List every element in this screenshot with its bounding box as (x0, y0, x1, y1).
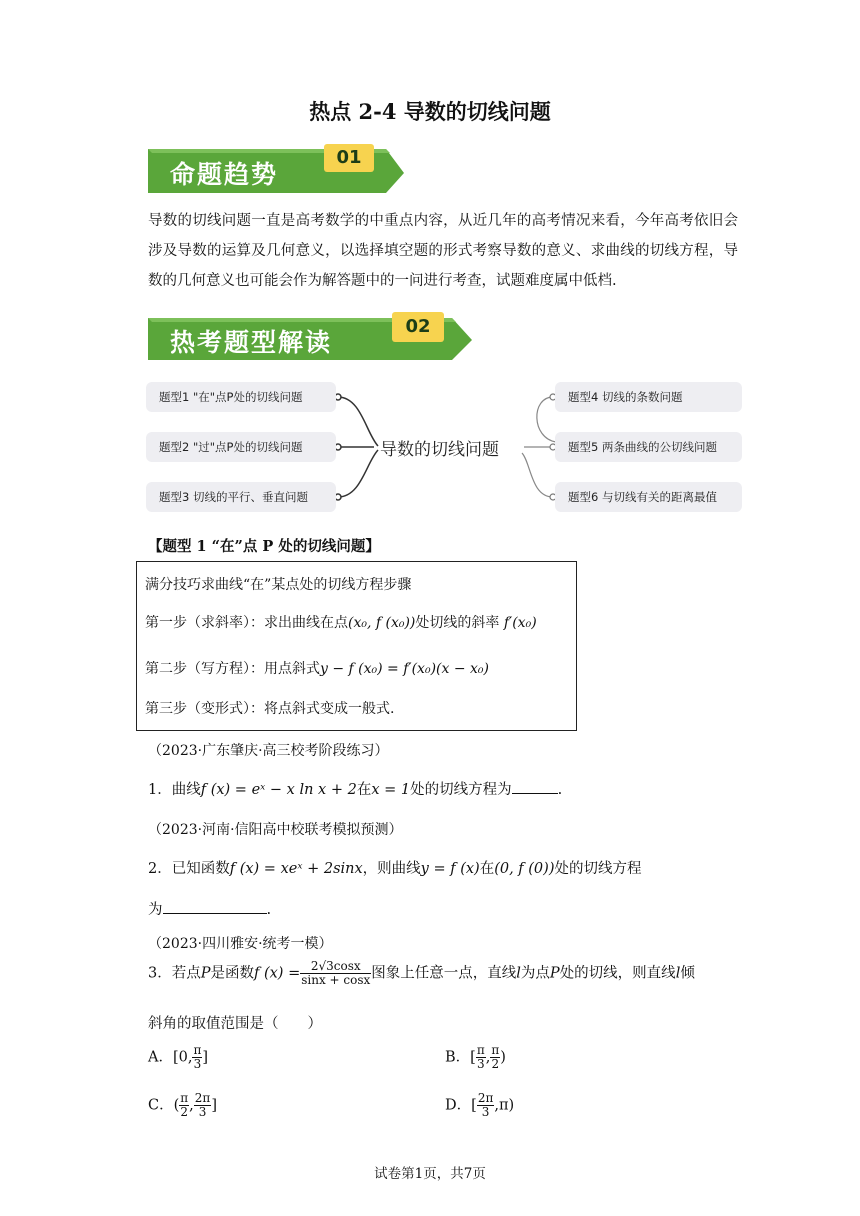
q2-post: 处的切线方程 (554, 861, 642, 877)
q3-option-b[interactable] (445, 1044, 506, 1071)
question-2 (148, 857, 641, 878)
q1-post: 处的切线方程为 (410, 782, 512, 798)
mindmap-node-type2: 题型2 "过"点P处的切线问题 (146, 432, 336, 462)
q2-at: 在 (479, 861, 495, 877)
option-c-fraction1 (179, 1092, 189, 1119)
q2-line2-prefix: 为 (148, 902, 163, 918)
banner-types-label: 热考题型解读 (170, 328, 333, 357)
q1-answer-blank[interactable] (512, 779, 558, 794)
q1-number: 1． (148, 782, 172, 798)
q3-option-d[interactable] (445, 1092, 514, 1119)
page-title: 热点 2-4 导数的切线问题 (309, 99, 551, 124)
connector-left-3 (338, 450, 378, 497)
trend-paragraph: 导数的切线问题一直是高考数学的中重点内容，从近几年的高考情况来看，今年高考依旧会涉及导数的运算及几何意义，以选择填空题的形式考察导数的意义、求曲线的切线方程，导数的几何意义也可能会作为解答题中的一问进行考查，试题难度属中低档. (148, 213, 738, 289)
tips-step1 (145, 612, 537, 632)
option-a-open: [0, (172, 1049, 193, 1066)
q1-pre: 曲线 (171, 782, 201, 798)
q2-mid: ，则曲线 (362, 861, 421, 877)
page-footer: 试卷第1页，共7页 (374, 1166, 486, 1182)
option-b-label: B． (445, 1049, 471, 1066)
q3-mid3: 为点 (520, 965, 550, 982)
q3-point-p: P (200, 965, 211, 982)
option-c-den: 2 (180, 1105, 189, 1119)
mindmap-node-type5: 题型5 两条曲线的公切线问题 (555, 432, 742, 462)
q3-function-fraction (300, 960, 371, 987)
q3-option-a[interactable] (148, 1044, 208, 1071)
q1-function: f (x) = eˣ − x ln x + 2 (200, 782, 357, 798)
q3-fraction-numerator: 2√3cosx (300, 960, 371, 974)
q3-function-lhs: f (x) = (254, 965, 301, 982)
q2-point: (0, f (0)) (494, 861, 555, 877)
option-b-sep: , (485, 1049, 491, 1066)
tips-step1-mid: 处切线的斜率 (415, 615, 500, 631)
tips-step1-point: (x₀, f (x₀)) (348, 615, 416, 631)
q3-mid2: 图象上任意一点，直线 (371, 965, 517, 982)
option-b-open: [ (470, 1049, 476, 1066)
option-b-close: ) (500, 1049, 506, 1066)
option-c-fraction2 (194, 1092, 212, 1119)
option-c-den2: 3 (198, 1105, 207, 1119)
mindmap-node-type1: 题型1 "在"点P处的切线问题 (146, 382, 336, 412)
q3-line-l2: l (675, 965, 681, 982)
mindmap-node-type4: 题型4 切线的条数问题 (555, 382, 742, 412)
banner-trend-label: 命题趋势 (170, 160, 279, 189)
option-c-sep: , (189, 1097, 194, 1114)
q2-source: （2023·河南·信阳高中校联考模拟预测） (148, 822, 403, 838)
connector-left-1 (338, 397, 378, 446)
option-a-den: 3 (193, 1057, 202, 1071)
banner-types (146, 312, 476, 364)
q3-fraction-denominator: sinx + cosx (301, 973, 371, 987)
mindmap-center: 导数的切线问题 (380, 440, 499, 460)
q3-source: （2023·四川雅安·统考一模） (148, 936, 333, 952)
question-3-line2: 斜角的取值范围是（ ） (148, 1016, 322, 1032)
banner-types-number: 02 (392, 312, 444, 342)
q2-pre: 已知函数 (171, 861, 230, 877)
q2-function: f (x) = xeˣ + 2sinx (229, 861, 363, 877)
option-a-close: ] (202, 1049, 209, 1066)
tips-step2 (145, 658, 489, 678)
tips-box (136, 561, 577, 731)
option-c-open: ( (173, 1097, 180, 1114)
section-heading-type1: 【题型 1 “在”点 P 处的切线问题】 (148, 538, 380, 555)
q1-condition: x = 1 (371, 782, 411, 798)
option-c-num: π (180, 1091, 189, 1105)
question-3 (148, 960, 695, 987)
option-d-label: D． (445, 1097, 472, 1114)
q1-source: （2023·广东肇庆·高三校考阶段练习） (148, 743, 389, 759)
question-1 (148, 778, 562, 799)
banner-trend (146, 143, 408, 195)
option-b-den2: 2 (491, 1057, 500, 1071)
q3-point-p2: P (549, 965, 560, 982)
q3-line-l: l (516, 965, 521, 982)
option-d-close: ,π) (494, 1097, 515, 1114)
q2-curve: y = f (x) (420, 861, 480, 877)
mindmap-node-type6: 题型6 与切线有关的距离最值 (555, 482, 742, 512)
q3-pre: 若点 (171, 965, 201, 982)
q3-option-c[interactable] (148, 1092, 217, 1119)
tips-step1-slope: f′(x₀) (503, 615, 537, 631)
option-c-close: ] (211, 1097, 217, 1114)
mindmap (146, 378, 742, 514)
option-b-den: 3 (476, 1057, 485, 1071)
option-b-num: π (476, 1043, 485, 1057)
option-c-label: C． (148, 1097, 174, 1114)
q2-number: 2． (148, 861, 172, 877)
banner-trend-number: 01 (324, 144, 374, 172)
q1-mid: 在 (356, 782, 372, 798)
q3-mid5: 倾 (680, 965, 695, 982)
option-a-label: A． (148, 1049, 173, 1066)
option-d-open: [ (471, 1097, 477, 1114)
option-a-fraction (192, 1044, 202, 1071)
option-a-num: π (193, 1043, 202, 1057)
option-d-fraction (477, 1092, 495, 1119)
q3-mid1: 是函数 (210, 965, 254, 982)
option-b-fraction1 (476, 1044, 486, 1071)
connector-right-4 (537, 397, 556, 442)
q2-answer-blank[interactable] (163, 899, 267, 914)
question-2-line2 (148, 898, 271, 919)
connector-right-6 (522, 453, 553, 497)
option-b-num2: π (491, 1043, 500, 1057)
tips-step1-prefix: 第一步（求斜率）：求出曲线在点 (145, 615, 348, 631)
q3-number: 3． (148, 965, 172, 982)
option-c-num2: 2π (194, 1091, 211, 1105)
tips-step2-eq: y − f (x₀) = f′(x₀)(x − x₀) (320, 661, 489, 677)
mindmap-node-type3: 题型3 切线的平行、垂直问题 (146, 482, 336, 512)
option-d-den: 3 (481, 1105, 490, 1119)
tips-heading: 满分技巧求曲线“在”某点处的切线方程步骤 (145, 577, 412, 593)
option-b-fraction2 (490, 1044, 500, 1071)
q3-mid4: 处的切线，则直线 (559, 965, 676, 982)
tips-step3: 第三步（变形式）：将点斜式变成一般式. (145, 701, 395, 717)
q2-end: . (266, 902, 272, 918)
option-d-num: 2π (477, 1091, 494, 1105)
tips-step2-prefix: 第二步（写方程）：用点斜式 (145, 661, 320, 677)
q1-end: . (557, 782, 563, 798)
